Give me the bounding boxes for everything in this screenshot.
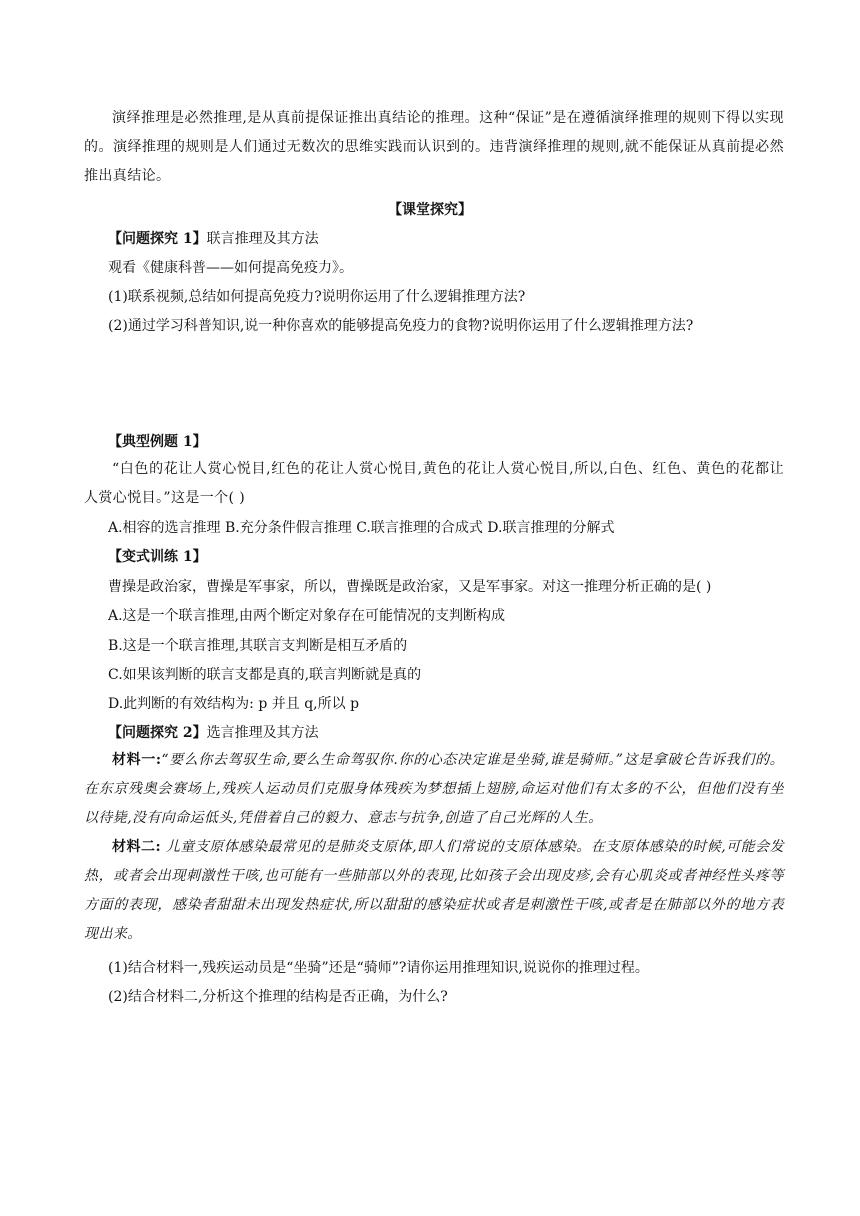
section-title: 【课堂探究】 bbox=[388, 202, 472, 218]
variant1-option-b: B.这是一个联言推理,其联言支判断是相互矛盾的 bbox=[108, 638, 408, 654]
variant1-option-d: D.此判断的有效结构为: p 并且 q,所以 p bbox=[108, 696, 360, 712]
material1-text: “要么你去驾驭生命,要么生命驾驭你.你的心态决定谁是坐骑,谁是骑师。”这是拿破仑告诉我们的。在东京残奥会赛场上,残疾人运动员们克服身体残疾为梦想插上翅膀,命运对他们有太多的不公，但他们没有坐以待毙,没有向命运低头,凭借着自己的毅力、意志与抗争,创造了自己光辉的人生。 bbox=[84, 752, 784, 826]
variant1-label: 【变式训练 1】 bbox=[108, 549, 207, 565]
variant1-option-a: A.这是一个联言推理,由两个断定对象存在可能情况的支判断构成 bbox=[108, 608, 506, 624]
example1-options: A.相容的选言推理 B.充分条件假言推理 C.联言推理的合成式 D.联言推理的分解式 bbox=[108, 520, 615, 536]
material2-text: 儿童支原体感染最常见的是肺炎支原体,即人们常说的支原体感染。在支原体感染的时候,可能会发热，或者会出现刺激性干咳,也可能有一些肺部以外的表现,比如孩子会出现皮疹,会有心肌炎或者神经性头疼等方面的表现，感染者甜甜未出现发热症状,所以甜甜的感染症状或者是刺激性干咳,或者是在肺部以外的地方表现出来。 bbox=[84, 839, 784, 942]
inquiry1-label: 【问题探究 1】 bbox=[108, 231, 207, 247]
inquiry2-label: 【问题探究 2】 bbox=[108, 725, 207, 741]
variant1-stem: 曹操是政治家，曹操是军事家，所以，曹操既是政治家，又是军事家。对这一推理分析正确的是( ) bbox=[108, 579, 712, 595]
inquiry2-question-2: (2)结合材料二,分析这个推理的结构是否正确，为什么? bbox=[108, 989, 448, 1005]
inquiry1-question-1: (1)联系视频,总结如何提高免疫力?说明你运用了什么逻辑推理方法? bbox=[108, 289, 526, 305]
example1-label: 【典型例题 1】 bbox=[108, 434, 207, 450]
material1-paragraph bbox=[84, 746, 784, 833]
intro-paragraph: 演绎推理是必然推理,是从真前提保证推出真结论的推理。这种“保证”是在遵循演绎推理的规则下得以实现的。演绎推理的规则是人们通过无数次的思维实践而认识到的。违背演绎推理的规则,就不能保证从真前提必然推出真结论。 bbox=[84, 110, 784, 184]
material2-label: 材料二: bbox=[112, 839, 162, 855]
variant1-option-c: C.如果该判断的联言支都是真的,联言判断就是真的 bbox=[108, 667, 422, 683]
inquiry2-heading bbox=[108, 723, 319, 743]
inquiry1-heading bbox=[108, 229, 319, 249]
inquiry1-question-2: (2)通过学习科普知识,说一种你喜欢的能够提高免疫力的食物?说明你运用了什么逻辑推理方法? bbox=[108, 318, 694, 334]
material2-paragraph bbox=[84, 833, 784, 949]
inquiry1-watch: 观看《健康科普——如何提高免疫力》。 bbox=[108, 260, 353, 276]
material1-label: 材料一: bbox=[112, 752, 162, 768]
example1-stem: “白色的花让人赏心悦目,红色的花让人赏心悦目,黄色的花让人赏心悦目,所以,白色、红色、黄色的花都让人赏心悦目。”这是一个( ) bbox=[84, 461, 784, 506]
inquiry1-title: 联言推理及其方法 bbox=[206, 231, 319, 247]
inquiry2-title: 选言推理及其方法 bbox=[206, 725, 319, 741]
inquiry2-question-1: (1)结合材料一,残疾运动员是“坐骑”还是“骑师”?请你运用推理知识,说说你的推理过程。 bbox=[108, 960, 649, 976]
